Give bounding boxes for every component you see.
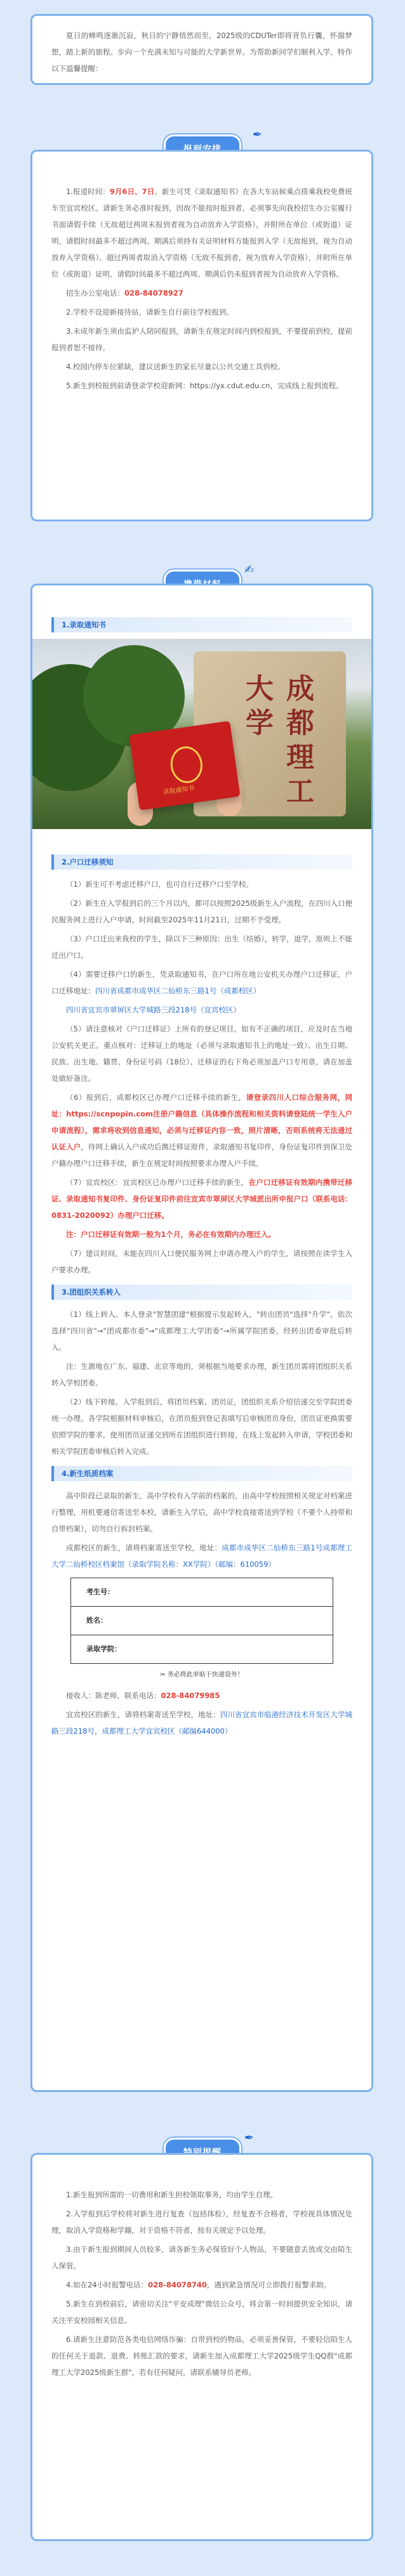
- league-2: 注：生源地在广东、福建、北京等地的，须根据当地要求办理，新生团员需将团组织关系转入学校团委。: [51, 1362, 352, 1387]
- cut-instruction: ✂ 务必将此单贴于快递袋外！: [160, 1671, 244, 1678]
- school-emblem-icon: [168, 744, 205, 785]
- materials-card: [30, 584, 373, 2092]
- reminder-6: 6.请新生注意防范各类电信网络诈骗：自带到校的物品，必须妥善保管，不要轻信陌生人的任何关于退款、退费、转账汇款的要求，请新生加入成都理工大学2025级学生QQ群"成都理工大学2025级新生群"，若有任何疑问，请联系辅导员老师。: [51, 2335, 352, 2377]
- ink-bottle-icon: ✍: [244, 563, 255, 577]
- archive-2: 成都校区的新生，请将档案寄送至学校，地址：成都市成华区二仙桥东三路1号成都理工大学二仙桥校区档案馆（录取学院名称：XX学院）（邮编：610059）: [51, 1543, 352, 1569]
- intro-card: [30, 14, 373, 85]
- reminder-1: 1.新生报到所需的一切费用和新生担校领取事务，均由学生自理。: [66, 2190, 277, 2199]
- arrangement-p4: 4.校园内停车位紧缺，建议送新生的家长尽量以公共交通工具到校。: [66, 362, 285, 371]
- hukou-note: 注：户口迁移证有效期一般为1个月，务必在有效期内办理迁入。: [66, 1230, 276, 1239]
- reminder-2: 2.入学报到后学校将对新生进行复查（包括体检），经复查不合格者，学校视具体情况处理，取消入学资格和学籍，对于资格不符者，按有关规定予以处理。: [51, 2209, 352, 2235]
- hukou-6: （6）报到后，成都校区已办理户口迁移手续的新生，请登录四川人口综合服务网，网址：https://scnpopin.com注册户籍信息（具体操作流程和相关资料请登陆统一学生入户申请流程），需求将收到信息通知，必须与迁移证内容一致，照片清晰，否则系统将无法通过认证入户，待网上确认入户成功后携迁移证原件，录取通知书复印件，身份证复印件到保卫处户籍办理户口迁移手续，新生在规定时间按照要求办理入户手续。: [51, 1093, 352, 1168]
- hukou-5: （5）请注意核对《户口迁移证》上所有的登记项目，如有不正确的项目，应及时在当地公安机关更正。重点核对：迁移证上的地址（必须与录取通知书上的地址一致）、出生日期、民族、出生地、籍贯、身份证号码（18位）、迁移证的右下角必须加盖户口专用章，请在加盖处做好备注。: [51, 1024, 352, 1083]
- league-3: （2）线下转接。入学报到后，将团员档案、团员证，团组织关系介绍信递交至学院团委统一办理。各学院根据材料审核后，在团员报到登记表填写后审核团员身份，团员证更换需要依照学院的要求，使用团员证递交到所在团组织进行转接，在线上发起转入申请，学校团委和相关学院团委审核后转入完成。: [51, 1397, 352, 1456]
- subhead-archive: 4.新生纸质档案: [51, 1466, 352, 1481]
- subhead-admission-letter: 1.录取通知书: [51, 617, 352, 632]
- arrangement-card: [30, 150, 373, 521]
- reminder-card: [30, 2153, 373, 2541]
- report-date: 9月6日、7日: [109, 187, 155, 196]
- admission-letter-photo: [32, 639, 371, 829]
- hukou-3: （3）户口迁出来我校的学生，除以下三种原因：出生（结婚），转学，退学，原则上不能迁出户口。: [51, 934, 352, 960]
- reminder-3: 3.由于新生报到期间人员较多，请各新生务必保管好个人物品，不要随意丢放或交由陌生人保管。: [51, 2245, 352, 2270]
- hukou-1: （1）新生可不考虑迁移户口，也可自行迁移户口至学校。: [66, 880, 253, 889]
- reminder-4: 4.如在24小时报警电话：028-84078740，遇到紧急情况可立即拨打报警求助。: [66, 2280, 331, 2289]
- archive-1: 高中阶段已录取的新生，高中学校有入学前的档案的，由高中学校按照相关规定对档案进行整理，用机要通信寄送至本校，请新生入学后，高中学校直接寄送到学校（不要个人持带和自带档案），切勿自行拆封档案。: [51, 1491, 352, 1533]
- archive-3: 宜宾校区的新生，请将档案寄送至学校，地址：四川省宜宾市临港经济技术开发区大学城路三段218号，成都理工大学宜宾校区（邮编644000）: [51, 1710, 353, 1736]
- subhead-league: 3.团组织关系转入: [51, 1285, 352, 1300]
- arrangement-p3: 3.未成年新生须由监护人陪同报到，请新生在规定时间内到校报到，不要提前到校，提前报到者恕不接待。: [51, 327, 352, 352]
- flourish-icon: ✒: [253, 128, 263, 141]
- hukou-2: （2）新生在入学报到后的三个月以内，都可以按照2025级新生入户流程，在四川入口便民服务网上进行入户申请，时间截至2025年11月21日，过期不予受理。: [51, 899, 352, 924]
- hukou-4-addr2: 四川省宜宾市翠屏区大学城路三段218号（宜宾校区）: [66, 1005, 241, 1014]
- subhead-hukou: 2.户口迁移须知: [51, 854, 352, 870]
- reminder-5: 5.新生在到校前后，请密切关注"平安成理"微信公众号，将会第一时间提供安全知识，请关注平安校园相关信息。: [51, 2299, 352, 2325]
- admission-letter-book: 录取通知书: [129, 721, 240, 810]
- flourish-icon: ✒: [244, 2131, 255, 2145]
- arrangement-p2: 2.学校不设迎新接待站，请新生自行前往学校报到。: [66, 308, 234, 317]
- archive-contact: 接收人：陈老师，联系电话：028-84079985: [66, 1691, 220, 1700]
- arrangement-p5[interactable]: 5.新生到校报到前请登录学校迎新网：https://yx.cdut.edu.cn，完成线上报到流程。: [66, 381, 343, 390]
- league-1: （1）线上转入。本人登录"智慧团建"根据提示发起转入，"转出团员"选择"升学"，依次选择"四川省"→"团成都市委"→"成都理工大学团委"→所属学院团委，经转出团委审批后转入。: [51, 1310, 352, 1352]
- hukou-7: （7）宜宾校区：宜宾校区已办理户口迁移手续的新生，在户口迁移证有效期内携带迁移证、录取通知书复印件、身份证复印件前往宜宾市翠屏区大学城派出所申报户口（联系电话：0831-2020092）办理户口迁移。: [51, 1178, 352, 1220]
- admission-phone: 招生办公室电话：028-84078927: [66, 289, 183, 297]
- archive-label-form: 考生号： 姓名： 录取学院：: [70, 1578, 333, 1664]
- intro-text: 夏日的蝉鸣逐渐沉寂，秋日的宁静悄然而至。2025级的CDUTer即将背负行囊，怀揣梦想，踏上新的旅程。步向一个充满未知与可能的大学新世界。为帮助新同学们顺利入学，特作以下温馨提醒：: [51, 31, 352, 73]
- hukou-8: （7）建议时间，未能在四川入口便民服务网上申请办理入户的学生，请按照在读学生入户要求办理。: [51, 1249, 352, 1274]
- hukou-4: （4）需要迁移户口的新生，凭录取通知书，在户口所在地公安机关办理户口迁移证，户口迁移地址：四川省成都市成华区二仙桥东三路1号（成都校区）: [51, 970, 352, 995]
- arrangement-p1: 1.报道时间：9月6日、7日。新生可凭《录取通知书》在各大车站候乘点搭乘我校免费班车至宜宾校区。请新生务必准时报到，因故不能按时报到者，必须事先向我校招生办公室履行书面请假手续（无故超过两周未报到者视为自动放弃入学资格），并附所在单位（或街道）证明，请假时间最多不超过两周。期满后须持有关证明材料方能报到入学（无故报到，视为自动放弃入学资格）。超过两周者取消入学资格（无故不报到者，视为放弃入学资格），并附所在单位（或街道）证明，请假时间最多不超过两周。期满后仍未报到者视为自动放弃入学资格。: [51, 187, 352, 278]
- stone-inscription: 成都理工大学: [241, 674, 314, 811]
